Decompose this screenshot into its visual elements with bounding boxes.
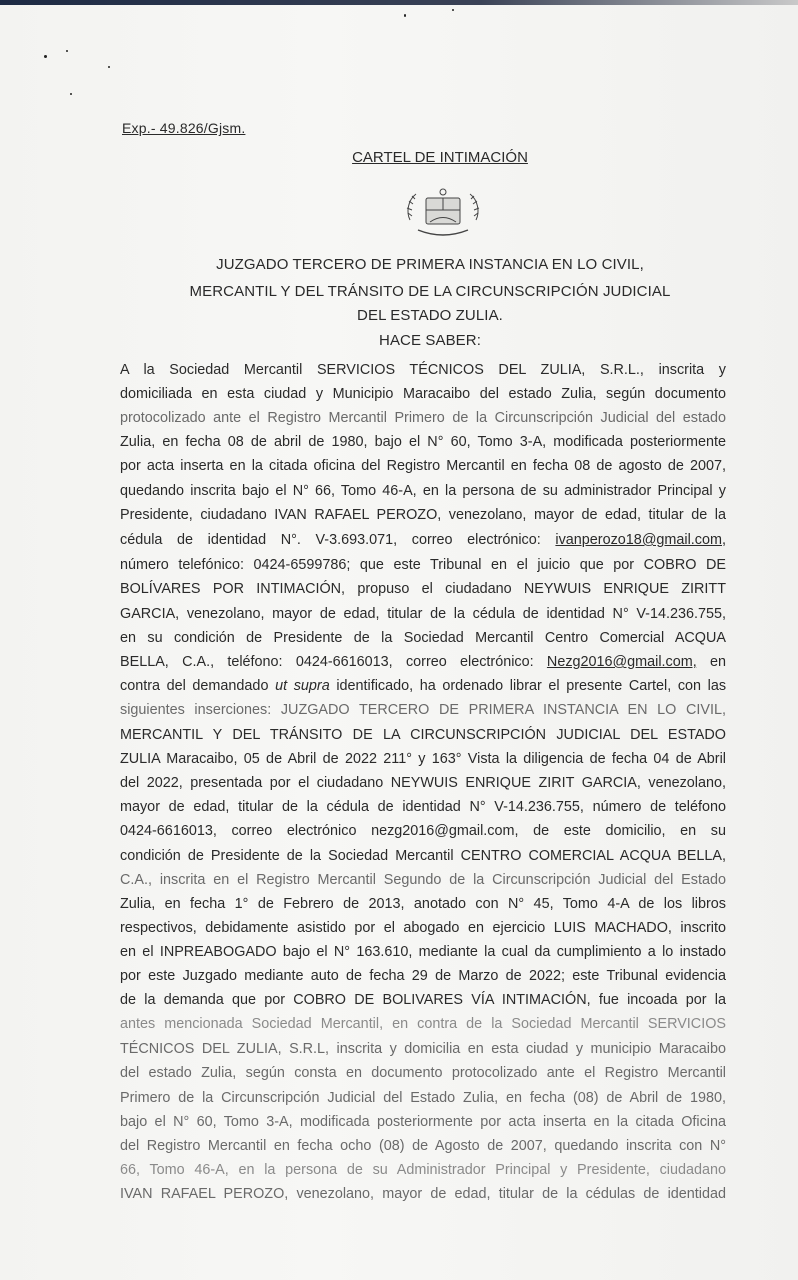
scan-top-edge xyxy=(0,0,798,5)
court-line-4: HACE SABER: xyxy=(379,332,481,349)
body-line: del 2022, presentada por el ciudadano NEYWUIS ENRIQUE ZIRIT GARCIA, venezolano, xyxy=(120,775,726,791)
body-line: Zulia, en fecha 08 de abril de 1980, bajo el N° 60, Tomo 3-A, modificada posteriormente xyxy=(120,434,726,450)
body-line: antes mencionada Sociedad Mercantil, en contra de la Sociedad Mercantil SERVICIOS xyxy=(120,1016,726,1032)
email-link[interactable]: ivanperozo18@gmail.com, xyxy=(555,532,726,548)
body-line xyxy=(120,676,726,696)
body-line: por acta inserta en la citada oficina del Registro Mercantil en fecha 08 de agosto de 2007, xyxy=(120,458,726,474)
case-number: Exp.- 49.826/Gjsm. xyxy=(122,120,246,136)
scan-speck xyxy=(452,9,454,11)
body-line: GARCIA, venezolano, mayor de edad, titular de la cédula de identidad N° V-14.236.755, xyxy=(120,606,726,622)
body-line xyxy=(120,530,726,550)
body-line: condición de Presidente de la Sociedad Mercantil CENTRO COMERCIAL ACQUA BELLA, xyxy=(120,848,726,864)
court-line-2: MERCANTIL Y DEL TRÁNSITO DE LA CIRCUNSCRIPCIÓN JUDICIAL xyxy=(189,283,671,300)
body-line: siguientes inserciones: JUZGADO TERCERO DE PRIMERA INSTANCIA EN LO CIVIL, xyxy=(120,702,726,718)
coat-of-arms-emblem xyxy=(400,186,486,242)
body-line xyxy=(120,652,726,672)
scan-speck xyxy=(108,66,110,68)
body-line: quedando inscrita bajo el N° 66, Tomo 46-A, en la persona de su administrador Principal y xyxy=(120,483,726,499)
scan-speck xyxy=(66,50,68,52)
body-line: MERCANTIL Y DEL TRÁNSITO DE LA CIRCUNSCRIPCIÓN JUDICIAL DEL ESTADO xyxy=(120,727,726,743)
body-line: bajo el N° 60, Tomo 3-A, modificada posteriormente por acta inserta en la citada Oficina xyxy=(120,1114,726,1130)
body-line: Presidente, ciudadano IVAN RAFAEL PEROZO, venezolano, mayor de edad, titular de la xyxy=(120,507,726,523)
body-line: Zulia, en fecha 1° de Febrero de 2013, anotado con N° 45, Tomo 4-A de los libros xyxy=(120,896,726,912)
body-line: IVAN RAFAEL PEROZO, venezolano, mayor de edad, titular de la cédulas de identidad xyxy=(120,1186,726,1202)
body-line: TÉCNICOS DEL ZULIA, S.R.L, inscrita y domicilia en esta ciudad y municipio Maracaibo xyxy=(120,1041,726,1057)
body-line: C.A., inscrita en el Registro Mercantil Segundo de la Circunscripción Judicial del Estado xyxy=(120,872,726,888)
body-line: domiciliada en esta ciudad y Municipio Maracaibo del estado Zulia, según documento xyxy=(120,386,726,402)
scan-speck xyxy=(70,93,72,95)
email-link[interactable]: Nezg2016@gmail.com, xyxy=(546,654,697,670)
body-line: del estado Zulia, según consta en documento protocolizado ante el Registro Mercantil xyxy=(120,1065,726,1081)
body-text: cédula de identidad N°. V-3.693.071, correo electrónico: xyxy=(120,532,541,548)
body-line: 0424-6616013, correo electrónico nezg2016@gmail.com, de este domicilio, en su xyxy=(120,823,726,839)
court-line-1: JUZGADO TERCERO DE PRIMERA INSTANCIA EN LO CIVIL, xyxy=(216,256,644,273)
body-line: de la demanda que por COBRO DE BOLIVARES VÍA INTIMACIÓN, fue incoada por la xyxy=(120,992,726,1008)
body-line: ZULIA Maracaibo, 05 de Abril de 2022 211° y 163° Vista la diligencia de fecha 04 de Abril xyxy=(120,751,726,767)
body-line: respectivos, debidamente asistido por el abogado en ejercicio LUIS MACHADO, inscrito xyxy=(120,920,726,936)
body-line: en el INPREABOGADO bajo el N° 163.610, mediante la cual da cumplimiento a lo instado xyxy=(120,944,726,960)
body-text: contra del demandado xyxy=(120,678,269,694)
body-line: del Registro Mercantil en fecha ocho (08) de Agosto de 2007, quedando inscrita con N° xyxy=(120,1138,726,1154)
body-line: 66, Tomo 46-A, en la persona de su Administrador Principal y Presidente, ciudadano xyxy=(120,1162,726,1178)
body-line: protocolizado ante el Registro Mercantil Primero de la Circunscripción Judicial del estado xyxy=(120,410,726,426)
body-text: en xyxy=(710,654,727,670)
court-line-3: DEL ESTADO ZULIA. xyxy=(357,307,503,324)
body-line: número telefónico: 0424-6599786; que este Tribunal en el juicio que por COBRO DE xyxy=(120,557,726,573)
body-line: por este Juzgado mediante auto de fecha 29 de Marzo de 2022; este Tribunal evidencia xyxy=(120,968,726,984)
body-line: BOLÍVARES POR INTIMACIÓN, propuso el ciudadano NEYWUIS ENRIQUE ZIRITT xyxy=(120,581,726,597)
body-line: en su condición de Presidente de la Sociedad Mercantil Centro Comercial ACQUA xyxy=(120,630,726,646)
body-line: Primero de la Circunscripción Judicial del Estado Zulia, en fecha (08) de Abril de 1980, xyxy=(120,1090,726,1106)
page-title: CARTEL DE INTIMACIÓN xyxy=(352,149,528,166)
body-text: BELLA, C.A., teléfono: 0424-6616013, correo electrónico: xyxy=(120,654,534,670)
body-line: A la Sociedad Mercantil SERVICIOS TÉCNICOS DEL ZULIA, S.R.L., inscrita y xyxy=(120,362,726,378)
italic-text: ut supra xyxy=(275,678,330,694)
body-text: identificado, ha ordenado librar el presente Cartel, con las xyxy=(336,678,727,694)
scan-speck xyxy=(44,55,47,58)
scan-speck xyxy=(404,14,406,17)
body-line: mayor de edad, titular de la cédula de identidad N° V-14.236.755, número de teléfono xyxy=(120,799,726,815)
